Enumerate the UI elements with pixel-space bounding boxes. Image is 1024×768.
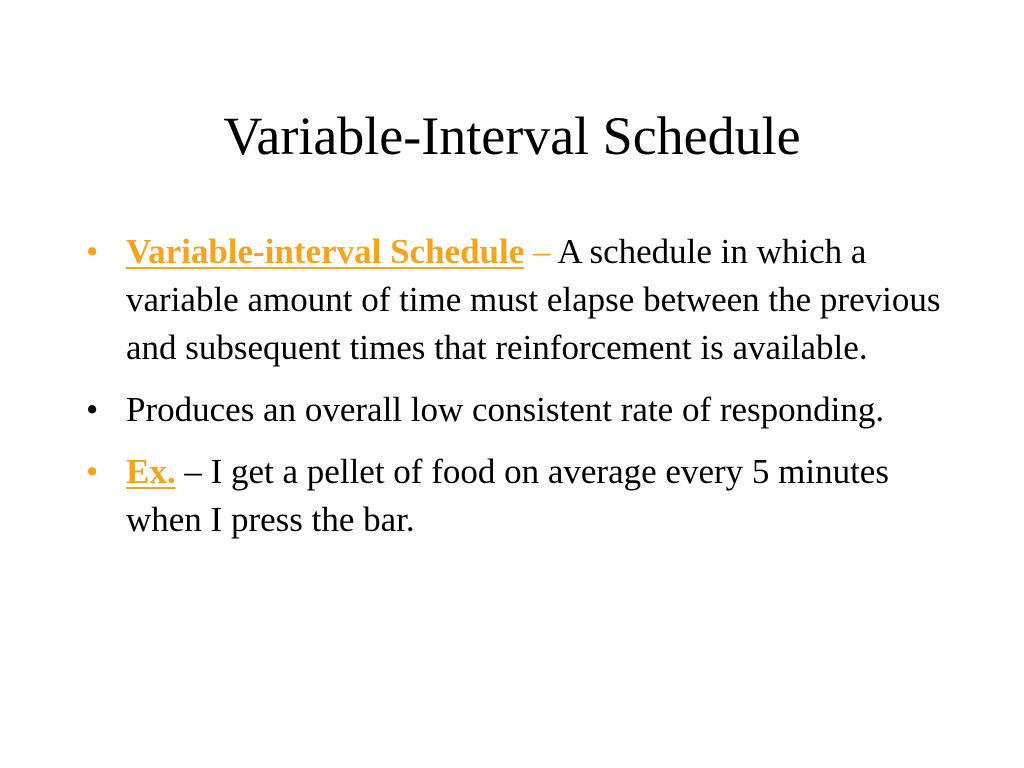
term-dash: – xyxy=(524,232,558,271)
slide-title: Variable-Interval Schedule xyxy=(223,106,801,166)
bullet-icon: • xyxy=(86,390,99,429)
bullet-icon: • xyxy=(86,232,99,271)
bullet-item-definition xyxy=(86,228,966,372)
bullet-text: Produces an overall low consistent rate of responding. xyxy=(126,390,885,429)
bullet-text: I get a pellet of food on average every 5 minutes when I press the bar. xyxy=(126,452,889,539)
bullet-item-example xyxy=(86,448,966,544)
term-variable-interval-schedule: Variable-interval Schedule xyxy=(126,232,525,271)
bullet-list xyxy=(86,228,966,558)
example-dash: – xyxy=(175,452,211,491)
bullet-item-effect xyxy=(86,386,966,434)
bullet-icon: • xyxy=(86,452,99,491)
bullet-text: A schedule in which a variable amount of time must elapse between the previous and subsequent times that reinforcement is available. xyxy=(126,232,941,367)
term-example: Ex. xyxy=(126,452,176,491)
